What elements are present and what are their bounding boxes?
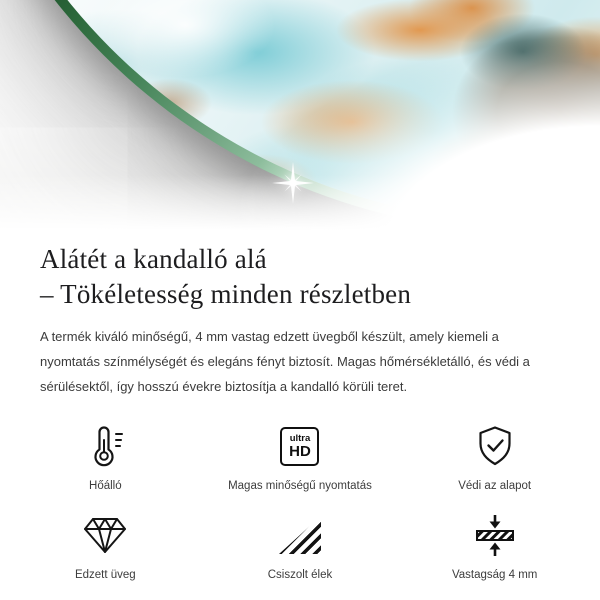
shield-check-icon [473,423,517,469]
feature-label: Magas minőségű nyomtatás [228,480,372,492]
product-description: A termék kiváló minőségű, 4 mm vastag edzett üvegből készült, amely kiemeli a nyomtatás színmélységét és elegáns fényt biztosít. Magas hőmérsékletálló, és védi a sérülésektől, így hosszú évekre biztosítja a kandalló körüli teret. [40,329,530,394]
feature-item-print-quality [203,423,398,492]
thickness-icon [473,512,517,558]
ultra-hd-icon [280,423,319,469]
feature-item-tempered-glass [8,512,203,581]
feature-item-heat-resistant [8,423,203,492]
hero-image [0,0,600,230]
diagonal-stripes-shape [279,516,321,554]
thermometer-icon [83,423,127,469]
product-copy-section [0,230,600,399]
feature-label: Csiszolt élek [267,569,333,581]
feature-item-thickness [397,512,592,581]
feature-label: Hőálló [89,480,122,492]
title-line-2: – Tökéletesség minden részletben [40,279,412,309]
polished-edges-icon [279,512,321,558]
diamond-icon [82,512,128,558]
page-title [40,242,560,312]
title-line-1: Alátét a kandalló alá [40,244,267,274]
uhd-hd-text: HD [289,442,311,460]
sparkle-glint-icon [271,161,315,205]
ultra-hd-badge [280,427,319,466]
feature-label: Vastagság 4 mm [451,569,538,581]
feature-item-polished-edges [203,512,398,581]
uhd-ultra-text: ultra [289,432,311,444]
feature-label: Edzett üveg [74,569,136,581]
feature-item-protects-base [397,423,592,492]
features-grid [0,423,600,581]
feature-label: Védi az alapot [458,480,532,492]
